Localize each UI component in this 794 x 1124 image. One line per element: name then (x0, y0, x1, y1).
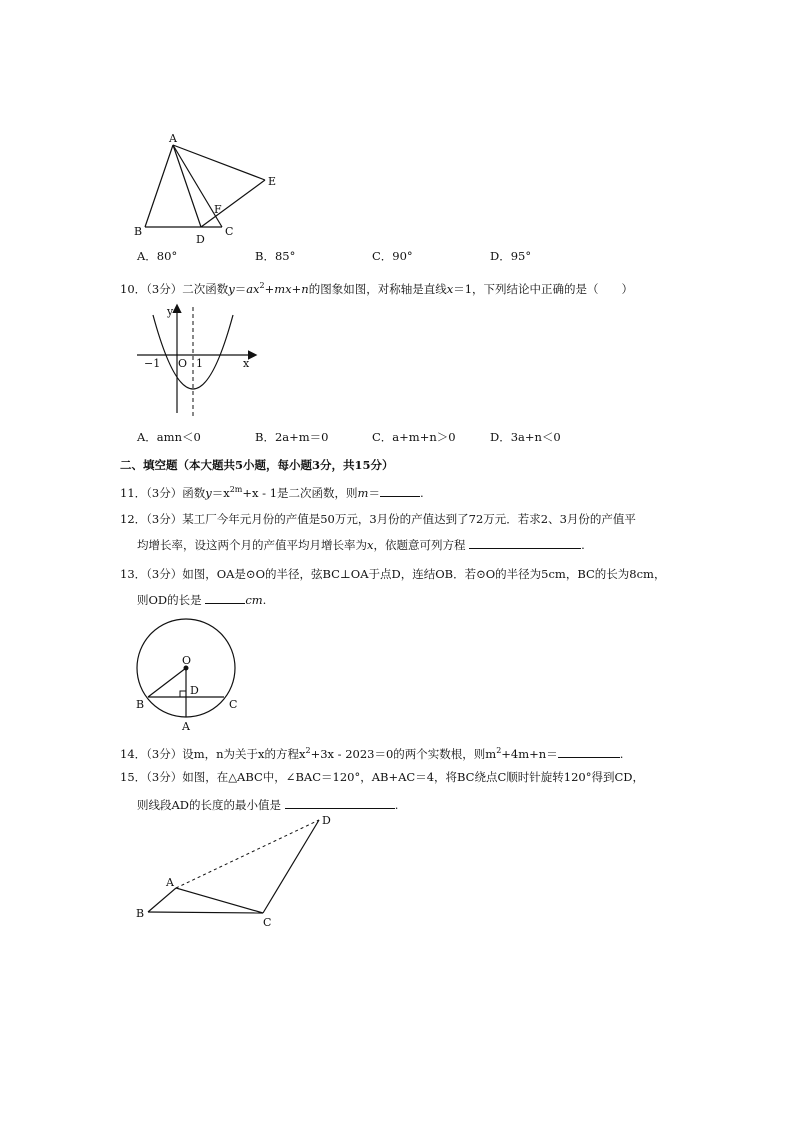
q15-label-B: B (136, 907, 145, 920)
q9-label-C: C (225, 225, 234, 238)
q11-question: 11．（3分）函数$y=x^{2m}+x - 1$是二次函数，则m＝ . (120, 485, 424, 500)
section-2-heading: 二、填空题（本大题共5小题，每小题3分，共15分） (120, 458, 394, 472)
q15-seg-CD (263, 820, 319, 913)
q12-question-line2: 均增长率，设这两个月的产值平均月增长率为x，依题意可列方程 . (137, 538, 585, 552)
q13-question-line2: 则OD的长是 cm. (137, 593, 267, 607)
q13-label-C: C (229, 698, 238, 711)
q9-seg-AD (173, 145, 201, 227)
q15-answer-blank[interactable] (285, 796, 395, 809)
q10-label-o: O (178, 357, 188, 370)
q9-seg-AB (145, 145, 173, 227)
q9-label-F: F (214, 203, 222, 216)
q9-seg-AE (173, 145, 265, 180)
q9-label-B: B (134, 225, 143, 238)
q10-label-1: 1 (196, 357, 203, 370)
q9-figure (130, 132, 290, 246)
q10-option-d: D．3a+n＜0 (490, 430, 561, 444)
q13-label-B: B (136, 698, 145, 711)
q15-label-C: C (263, 916, 272, 929)
q9-label-E: E (268, 175, 277, 188)
q14-question: 14．（3分）设m，n为关于x的方程$x^2+3x - 2023=0$的两个实数根，则$m^2+4m+n=$ . (120, 746, 624, 761)
q12-question-line1: 12．（3分）某工厂今年元月份的产值是50万元，3月份的产值达到了72万元．若求2、3月份的产值平 (120, 512, 636, 526)
q10-option-c: C．a+m+n＞0 (372, 430, 456, 444)
q15-label-D: D (322, 814, 331, 827)
q9-option-a: A．80° (137, 249, 178, 263)
q14-answer-blank[interactable] (558, 745, 620, 758)
q10-label-y: y (167, 305, 174, 318)
q15-question-line2: 则线段AD的长度的最小值是 . (137, 798, 399, 812)
q10-option-a: A．amn＜0 (137, 430, 201, 444)
q15-seg-AC (176, 888, 263, 913)
q10-question: 10．（3分）二次函数$y=ax^2+mx+n$的图象如图，对称轴是直线x＝1，下列结论中正确的是（ ） (120, 281, 634, 296)
q11-answer-blank[interactable] (380, 484, 420, 497)
q9-seg-ED (201, 180, 265, 227)
q15-seg-AD (176, 820, 319, 888)
q9-option-c: C．90° (372, 249, 413, 263)
q10-option-b: B．2a+m＝0 (255, 430, 329, 444)
q12-answer-blank[interactable] (469, 536, 581, 549)
q13-figure (132, 618, 247, 733)
q15-seg-AB (148, 888, 176, 912)
q9-option-d: D．95° (490, 249, 532, 263)
q15-label-A: A (166, 876, 174, 889)
q15-figure (132, 812, 337, 932)
q15-question-line1: 15．（3分）如图，在△ABC中，∠BAC＝120°，AB+AC＝4，将BC绕点C顺时针旋转120°得到CD， (120, 770, 644, 784)
q13-label-A: A (182, 720, 190, 733)
q13-question-line1: 13．（3分）如图，OA是⊙O的半径，弦BC⊥OA于点D，连结OB．若⊙O的半径为5cm，BC的长为8cm， (120, 567, 666, 581)
q13-label-O: O (182, 654, 192, 667)
q9-label-D: D (196, 233, 205, 246)
q10-label-x: x (243, 357, 250, 370)
q13-answer-blank[interactable] (205, 591, 245, 604)
q15-seg-BC (148, 912, 263, 913)
q10-label-neg1: −1 (144, 357, 161, 370)
q13-right-angle (180, 691, 186, 697)
q9-option-b: B．85° (255, 249, 296, 263)
q10-graph (135, 303, 265, 421)
q9-label-A: A (169, 132, 177, 145)
q13-label-D: D (190, 684, 199, 697)
